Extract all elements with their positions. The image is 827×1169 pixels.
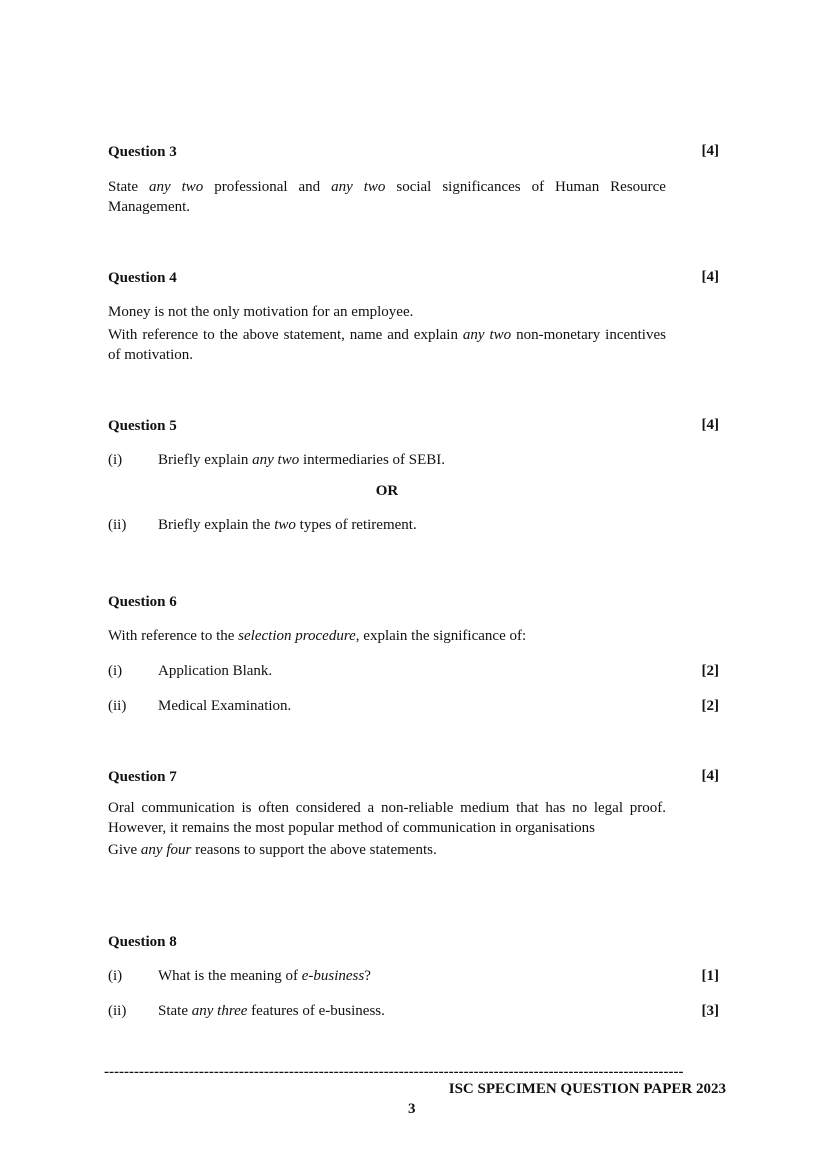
sub-question-number: (i) (108, 663, 123, 679)
page-number: 3 (408, 1101, 416, 1117)
footer-title: ISC SPECIMEN QUESTION PAPER 2023 (448, 1081, 726, 1097)
question-5 (108, 417, 719, 535)
sub-question-ii (108, 515, 719, 535)
question-heading: Question 6 (108, 594, 177, 610)
text-run: ? (364, 968, 371, 984)
question-heading: Question 3 (108, 144, 177, 160)
sub-question-ii (108, 1001, 719, 1021)
sub-question-number: (i) (108, 452, 123, 468)
emphasis-text: any two (462, 327, 512, 343)
sub-question-i (108, 966, 719, 986)
question-marks: [4] (701, 269, 719, 285)
sub-question-text (158, 966, 719, 986)
sub-question-number: (i) (108, 968, 123, 984)
question-passage: Oral communication is often considered a non-reliable medium that has no legal proof. However, it remains the most popular method of communication in organisations (108, 800, 666, 836)
sub-question-text (158, 1001, 719, 1021)
question-marks: [4] (701, 417, 719, 433)
emphasis-text: any two (331, 179, 386, 195)
sub-question-marks: [2] (701, 698, 719, 714)
text-run: What is the meaning of (158, 968, 302, 984)
question-text (108, 325, 666, 365)
question-heading: Question 5 (108, 418, 177, 434)
sub-question-ii (108, 696, 719, 716)
question-heading: Question 8 (108, 934, 177, 950)
question-text (108, 177, 666, 217)
sub-question-number: (ii) (108, 1003, 127, 1019)
sub-question-text (158, 515, 719, 535)
question-heading: Question 4 (108, 270, 177, 286)
text-run: Give (108, 842, 141, 858)
question-marks: [4] (701, 143, 719, 159)
footer-divider: -------------------------------------------------------------------------------------------------------------------- (104, 1064, 684, 1080)
text-run: features of e-business. (247, 1003, 385, 1019)
question-heading: Question 7 (108, 769, 177, 785)
sub-question-marks: [3] (701, 1003, 719, 1019)
sub-question-i (108, 450, 719, 470)
text-run: professional and (203, 179, 332, 195)
text-run: Briefly explain (158, 452, 253, 468)
emphasis-text: any two (148, 179, 204, 195)
emphasis-text: two (274, 517, 296, 533)
text-run: Briefly explain the (158, 517, 275, 533)
sub-question-number: (ii) (108, 517, 127, 533)
sub-question-i (108, 661, 719, 681)
sub-question-text: Application Blank. (158, 663, 273, 679)
text-run: With reference to the (108, 628, 239, 644)
question-4 (108, 269, 719, 365)
question-8 (108, 933, 719, 1021)
question-text (108, 840, 666, 860)
emphasis-text: any four (140, 842, 192, 858)
sub-question-number: (ii) (108, 698, 127, 714)
text-run: non-monetary incentives of motivation. (108, 327, 666, 363)
text-run: State (108, 179, 149, 195)
text-run: intermediaries of SEBI. (299, 452, 446, 468)
sub-question-text: Medical Examination. (158, 698, 292, 714)
sub-question-marks: [2] (701, 663, 719, 679)
text-run: State (158, 1003, 192, 1019)
text-run: , explain the significance of: (355, 628, 527, 644)
or-divider: OR (375, 483, 399, 499)
text-run: social significances of Human Resource Management. (108, 179, 666, 215)
emphasis-text: selection procedure (238, 628, 356, 644)
emphasis-text: e-business (301, 968, 365, 984)
text-run: types of retirement. (295, 517, 417, 533)
question-6 (108, 593, 719, 716)
question-text (108, 626, 666, 646)
emphasis-text: any two (252, 452, 300, 468)
text-run: With reference to the above statement, name and explain (108, 327, 463, 343)
sub-question-text (158, 450, 719, 470)
text-run: reasons to support the above statements. (191, 842, 437, 858)
question-3 (108, 143, 719, 217)
emphasis-text: any three (191, 1003, 248, 1019)
question-statement: Money is not the only motivation for an employee. (108, 304, 414, 320)
question-marks: [4] (701, 768, 719, 784)
sub-question-marks: [1] (701, 968, 719, 984)
question-7 (108, 768, 719, 860)
